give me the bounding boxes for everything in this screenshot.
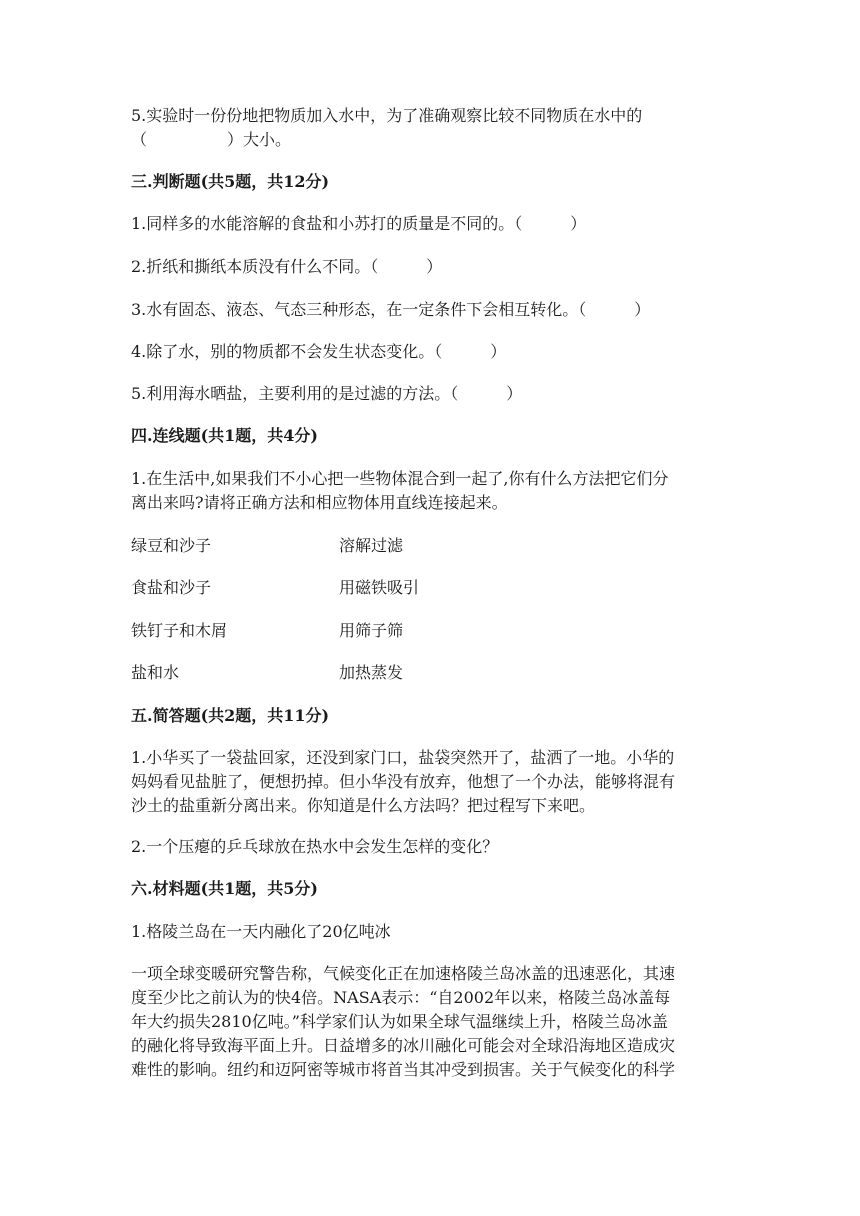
passage-line: 难性的影响。纽约和迈阿密等城市将首当其冲受到损害。关于气候变化的科学 [131, 1060, 676, 1079]
match-left-item: 食盐和沙子 [131, 578, 212, 597]
judge-item: 2.折纸和撕纸本质没有什么不同。（ ） [131, 257, 443, 276]
question-text: 5.实验时一份份地把物质加入水中，为了准确观察比较不同物质在水中的 [131, 106, 643, 125]
question-text: 2.一个压瘪的乒乓球放在热水中会发生怎样的变化？ [131, 837, 499, 856]
section-heading: 三.判断题(共5题，共12分) [131, 172, 330, 191]
match-left-item: 铁钉子和木屑 [131, 621, 228, 640]
match-right-item: 用筛子筛 [339, 621, 404, 640]
passage-line: 度至少比之前认为的快4倍。NASA表示：“自2002年以来，格陵兰岛冰盖每 [131, 988, 671, 1007]
match-right-item: 溶解过滤 [339, 536, 404, 555]
judge-item: 5.利用海水晒盐，主要利用的是过滤的方法。（ ） [131, 384, 523, 403]
question-text: （ ）大小。 [131, 130, 292, 149]
section-heading: 六.材料题(共1题，共5分) [131, 879, 318, 898]
question-text: 1.小华买了一袋盐回家，还没到家门口，盐袋突然开了，盐洒了一地。小华的 [131, 748, 675, 767]
question-text: 1.在生活中,如果我们不小心把一些物体混合到一起了,你有什么方法把它们分 [131, 469, 669, 488]
passage-line: 一项全球变暖研究警告称，气候变化正在加速格陵兰岛冰盖的迅速恶化，其速 [131, 964, 676, 983]
question-text: 妈妈看见盐脏了，便想扔掉。但小华没有放弃，他想了一个办法，能够将混有 [131, 772, 676, 791]
passage-line: 年大约损失2810亿吨。”科学家们认为如果全球气温继续上升，格陵兰岛冰盖 [131, 1012, 668, 1031]
question-text: 1.格陵兰岛在一天内融化了20亿吨冰 [131, 922, 391, 941]
section-heading: 五.简答题(共2题，共11分) [131, 706, 330, 725]
match-left-item: 绿豆和沙子 [131, 536, 212, 555]
match-right-item: 用磁铁吸引 [339, 578, 420, 597]
section-heading: 四.连线题(共1题，共4分) [131, 426, 318, 445]
judge-item: 4.除了水，别的物质都不会发生状态变化。（ ） [131, 342, 507, 361]
match-right-item: 加热蒸发 [339, 663, 404, 682]
judge-item: 3.水有固态、液态、气态三种形态，在一定条件下会相互转化。（ ） [131, 300, 651, 319]
passage-line: 的融化将导致海平面上升。日益增多的冰川融化可能会对全球沿海地区造成灾 [131, 1036, 676, 1055]
match-left-item: 盐和水 [131, 663, 180, 682]
judge-item: 1.同样多的水能溶解的食盐和小苏打的质量是不同的。（ ） [131, 214, 587, 233]
question-text: 离出来吗?请将正确方法和相应物体用直线连接起来。 [131, 493, 508, 512]
question-text: 沙土的盐重新分离出来。你知道是什么方法吗？把过程写下来吧。 [131, 796, 596, 815]
